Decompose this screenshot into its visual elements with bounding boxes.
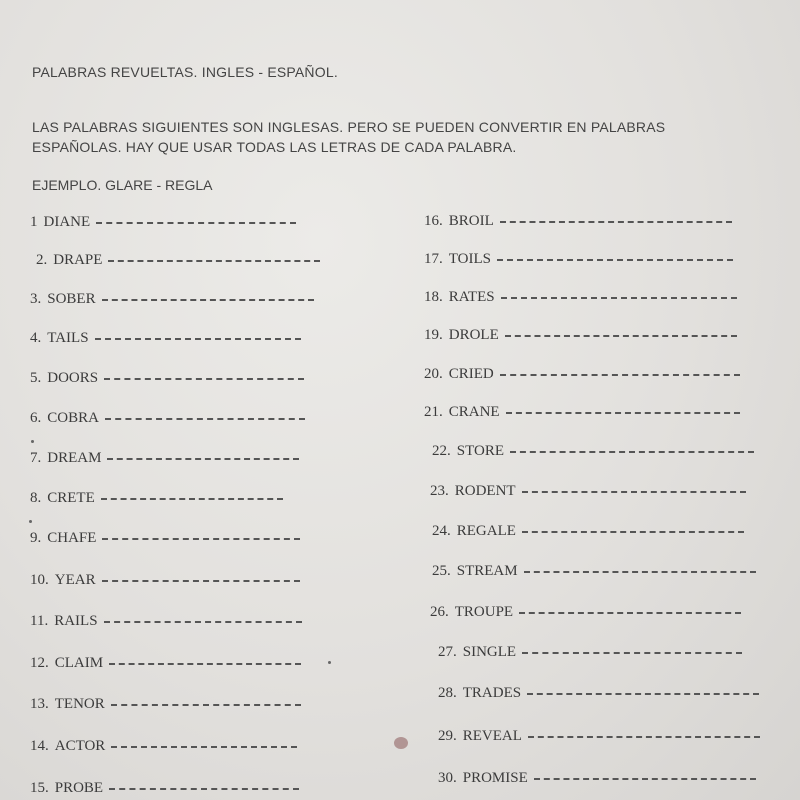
exercise-item bbox=[424, 251, 733, 268]
item-number: 19. bbox=[424, 327, 443, 343]
exercise-item bbox=[30, 490, 283, 507]
exercise-item bbox=[30, 572, 300, 589]
scrambled-word: DREAM bbox=[47, 450, 102, 466]
answer-line[interactable] bbox=[107, 458, 299, 460]
answer-line[interactable] bbox=[501, 297, 737, 299]
item-number: 9. bbox=[30, 530, 42, 546]
scrambled-word: YEAR bbox=[54, 572, 96, 588]
item-number: 6. bbox=[30, 410, 42, 426]
item-number: 27. bbox=[438, 644, 457, 660]
item-number: 5. bbox=[30, 370, 42, 386]
exercise-item bbox=[424, 366, 740, 383]
item-number: 28. bbox=[438, 685, 457, 701]
exercise-item bbox=[424, 213, 732, 230]
item-number: 29. bbox=[438, 728, 457, 744]
exercise-item bbox=[424, 289, 737, 306]
scrambled-word: TROUPE bbox=[454, 604, 514, 620]
answer-line[interactable] bbox=[506, 412, 740, 414]
exercise-item bbox=[432, 523, 744, 540]
scrambled-word: COBRA bbox=[47, 410, 99, 426]
answer-line[interactable] bbox=[500, 221, 732, 223]
item-number: 2. bbox=[36, 252, 48, 268]
page-title: PALABRAS REVUELTAS. INGLES - ESPAÑOL. bbox=[32, 64, 338, 80]
answer-line[interactable] bbox=[102, 538, 300, 540]
answer-line[interactable] bbox=[96, 222, 296, 224]
answer-line[interactable] bbox=[95, 338, 301, 340]
item-number: 26. bbox=[430, 604, 449, 620]
answer-line[interactable] bbox=[104, 621, 302, 623]
scrambled-word: CHAFE bbox=[47, 530, 97, 546]
exercise-item bbox=[30, 410, 305, 427]
scrambled-word: SINGLE bbox=[462, 644, 517, 660]
scrambled-word: CRETE bbox=[47, 490, 95, 506]
answer-line[interactable] bbox=[522, 652, 742, 654]
answer-line[interactable] bbox=[524, 571, 756, 573]
answer-line[interactable] bbox=[111, 746, 297, 748]
scrambled-word: SOBER bbox=[47, 291, 96, 307]
scrambled-word: ACTOR bbox=[54, 738, 106, 754]
exercise-item bbox=[438, 770, 756, 787]
answer-line[interactable] bbox=[102, 299, 314, 301]
exercise-item bbox=[30, 696, 301, 713]
exercise-item bbox=[438, 644, 742, 661]
pencil-mark bbox=[328, 661, 331, 664]
ink-smudge bbox=[394, 737, 408, 749]
exercise-item bbox=[30, 738, 297, 755]
item-number: 4. bbox=[30, 330, 42, 346]
scrambled-word: TRADES bbox=[462, 685, 522, 701]
scrambled-word: STREAM bbox=[456, 563, 518, 579]
exercise-item bbox=[30, 613, 302, 630]
answer-line[interactable] bbox=[528, 736, 760, 738]
exercise-item bbox=[432, 563, 756, 580]
scrambled-word: CRANE bbox=[448, 404, 500, 420]
answer-line[interactable] bbox=[109, 663, 301, 665]
exercise-item bbox=[424, 327, 737, 344]
answer-line[interactable] bbox=[522, 531, 744, 533]
exercise-item bbox=[30, 291, 314, 308]
answer-line[interactable] bbox=[500, 374, 740, 376]
scrambled-word: CRIED bbox=[448, 366, 494, 382]
scrambled-word: DOORS bbox=[47, 370, 99, 386]
scrambled-word: DROLE bbox=[448, 327, 499, 343]
scrambled-word: RATES bbox=[448, 289, 495, 305]
item-number: 16. bbox=[424, 213, 443, 229]
scrambled-word: DIANE bbox=[43, 214, 91, 230]
scrambled-word: RAILS bbox=[54, 613, 98, 629]
scrambled-word: BROIL bbox=[448, 213, 494, 229]
scrambled-word: CLAIM bbox=[54, 655, 104, 671]
answer-line[interactable] bbox=[108, 260, 320, 262]
item-number: 11. bbox=[30, 613, 49, 629]
item-number: 1 bbox=[30, 214, 38, 230]
scrambled-word: TAILS bbox=[47, 330, 89, 346]
exercise-item bbox=[424, 404, 740, 421]
item-number: 8. bbox=[30, 490, 42, 506]
exercise-item bbox=[438, 728, 760, 745]
answer-line[interactable] bbox=[505, 335, 737, 337]
exercise-item bbox=[36, 252, 320, 269]
answer-line[interactable] bbox=[510, 451, 754, 453]
answer-line[interactable] bbox=[104, 378, 304, 380]
exercise-item bbox=[430, 483, 746, 500]
item-number: 12. bbox=[30, 655, 49, 671]
instructions-text: LAS PALABRAS SIGUIENTES SON INGLESAS. PERO SE PUEDEN CONVERTIR EN PALABRAS ESPAÑOLAS. HAY QUE USAR TODAS LAS LETRAS DE CADA PALABRA. bbox=[32, 119, 666, 155]
exercise-item bbox=[30, 780, 299, 797]
pencil-mark bbox=[31, 440, 34, 443]
answer-line[interactable] bbox=[111, 704, 301, 706]
exercise-item bbox=[430, 604, 741, 621]
scrambled-word: STORE bbox=[456, 443, 504, 459]
example-text: EJEMPLO. GLARE - REGLA bbox=[32, 177, 213, 193]
item-number: 15. bbox=[30, 780, 49, 796]
item-number: 3. bbox=[30, 291, 42, 307]
item-number: 30. bbox=[438, 770, 457, 786]
item-number: 20. bbox=[424, 366, 443, 382]
exercise-item bbox=[30, 530, 300, 547]
exercise-item bbox=[30, 330, 301, 347]
item-number: 17. bbox=[424, 251, 443, 267]
exercise-item bbox=[30, 655, 301, 672]
exercise-item bbox=[438, 685, 759, 702]
answer-line[interactable] bbox=[102, 580, 300, 582]
answer-line[interactable] bbox=[101, 498, 283, 500]
pencil-mark bbox=[29, 520, 32, 523]
item-number: 13. bbox=[30, 696, 49, 712]
scrambled-word: REVEAL bbox=[462, 728, 522, 744]
item-number: 14. bbox=[30, 738, 49, 754]
item-number: 18. bbox=[424, 289, 443, 305]
scrambled-word: PROMISE bbox=[462, 770, 528, 786]
scrambled-word: PROBE bbox=[54, 780, 104, 796]
scrambled-word: REGALE bbox=[456, 523, 516, 539]
scrambled-word: TOILS bbox=[448, 251, 491, 267]
item-number: 25. bbox=[432, 563, 451, 579]
scrambled-word: DRAPE bbox=[53, 252, 103, 268]
scrambled-word: TENOR bbox=[54, 696, 105, 712]
item-number: 23. bbox=[430, 483, 449, 499]
answer-line[interactable] bbox=[522, 491, 746, 493]
item-number: 22. bbox=[432, 443, 451, 459]
item-number: 7. bbox=[30, 450, 42, 466]
answer-line[interactable] bbox=[519, 612, 741, 614]
exercise-item bbox=[30, 450, 299, 467]
answer-line[interactable] bbox=[527, 693, 759, 695]
item-number: 24. bbox=[432, 523, 451, 539]
item-number: 21. bbox=[424, 404, 443, 420]
answer-line[interactable] bbox=[534, 778, 756, 780]
scrambled-word: RODENT bbox=[454, 483, 516, 499]
exercise-item bbox=[30, 214, 296, 231]
answer-line[interactable] bbox=[497, 259, 733, 261]
exercise-item bbox=[432, 443, 754, 460]
answer-line[interactable] bbox=[105, 418, 305, 420]
answer-line[interactable] bbox=[109, 788, 299, 790]
exercise-item bbox=[30, 370, 304, 387]
item-number: 10. bbox=[30, 572, 49, 588]
